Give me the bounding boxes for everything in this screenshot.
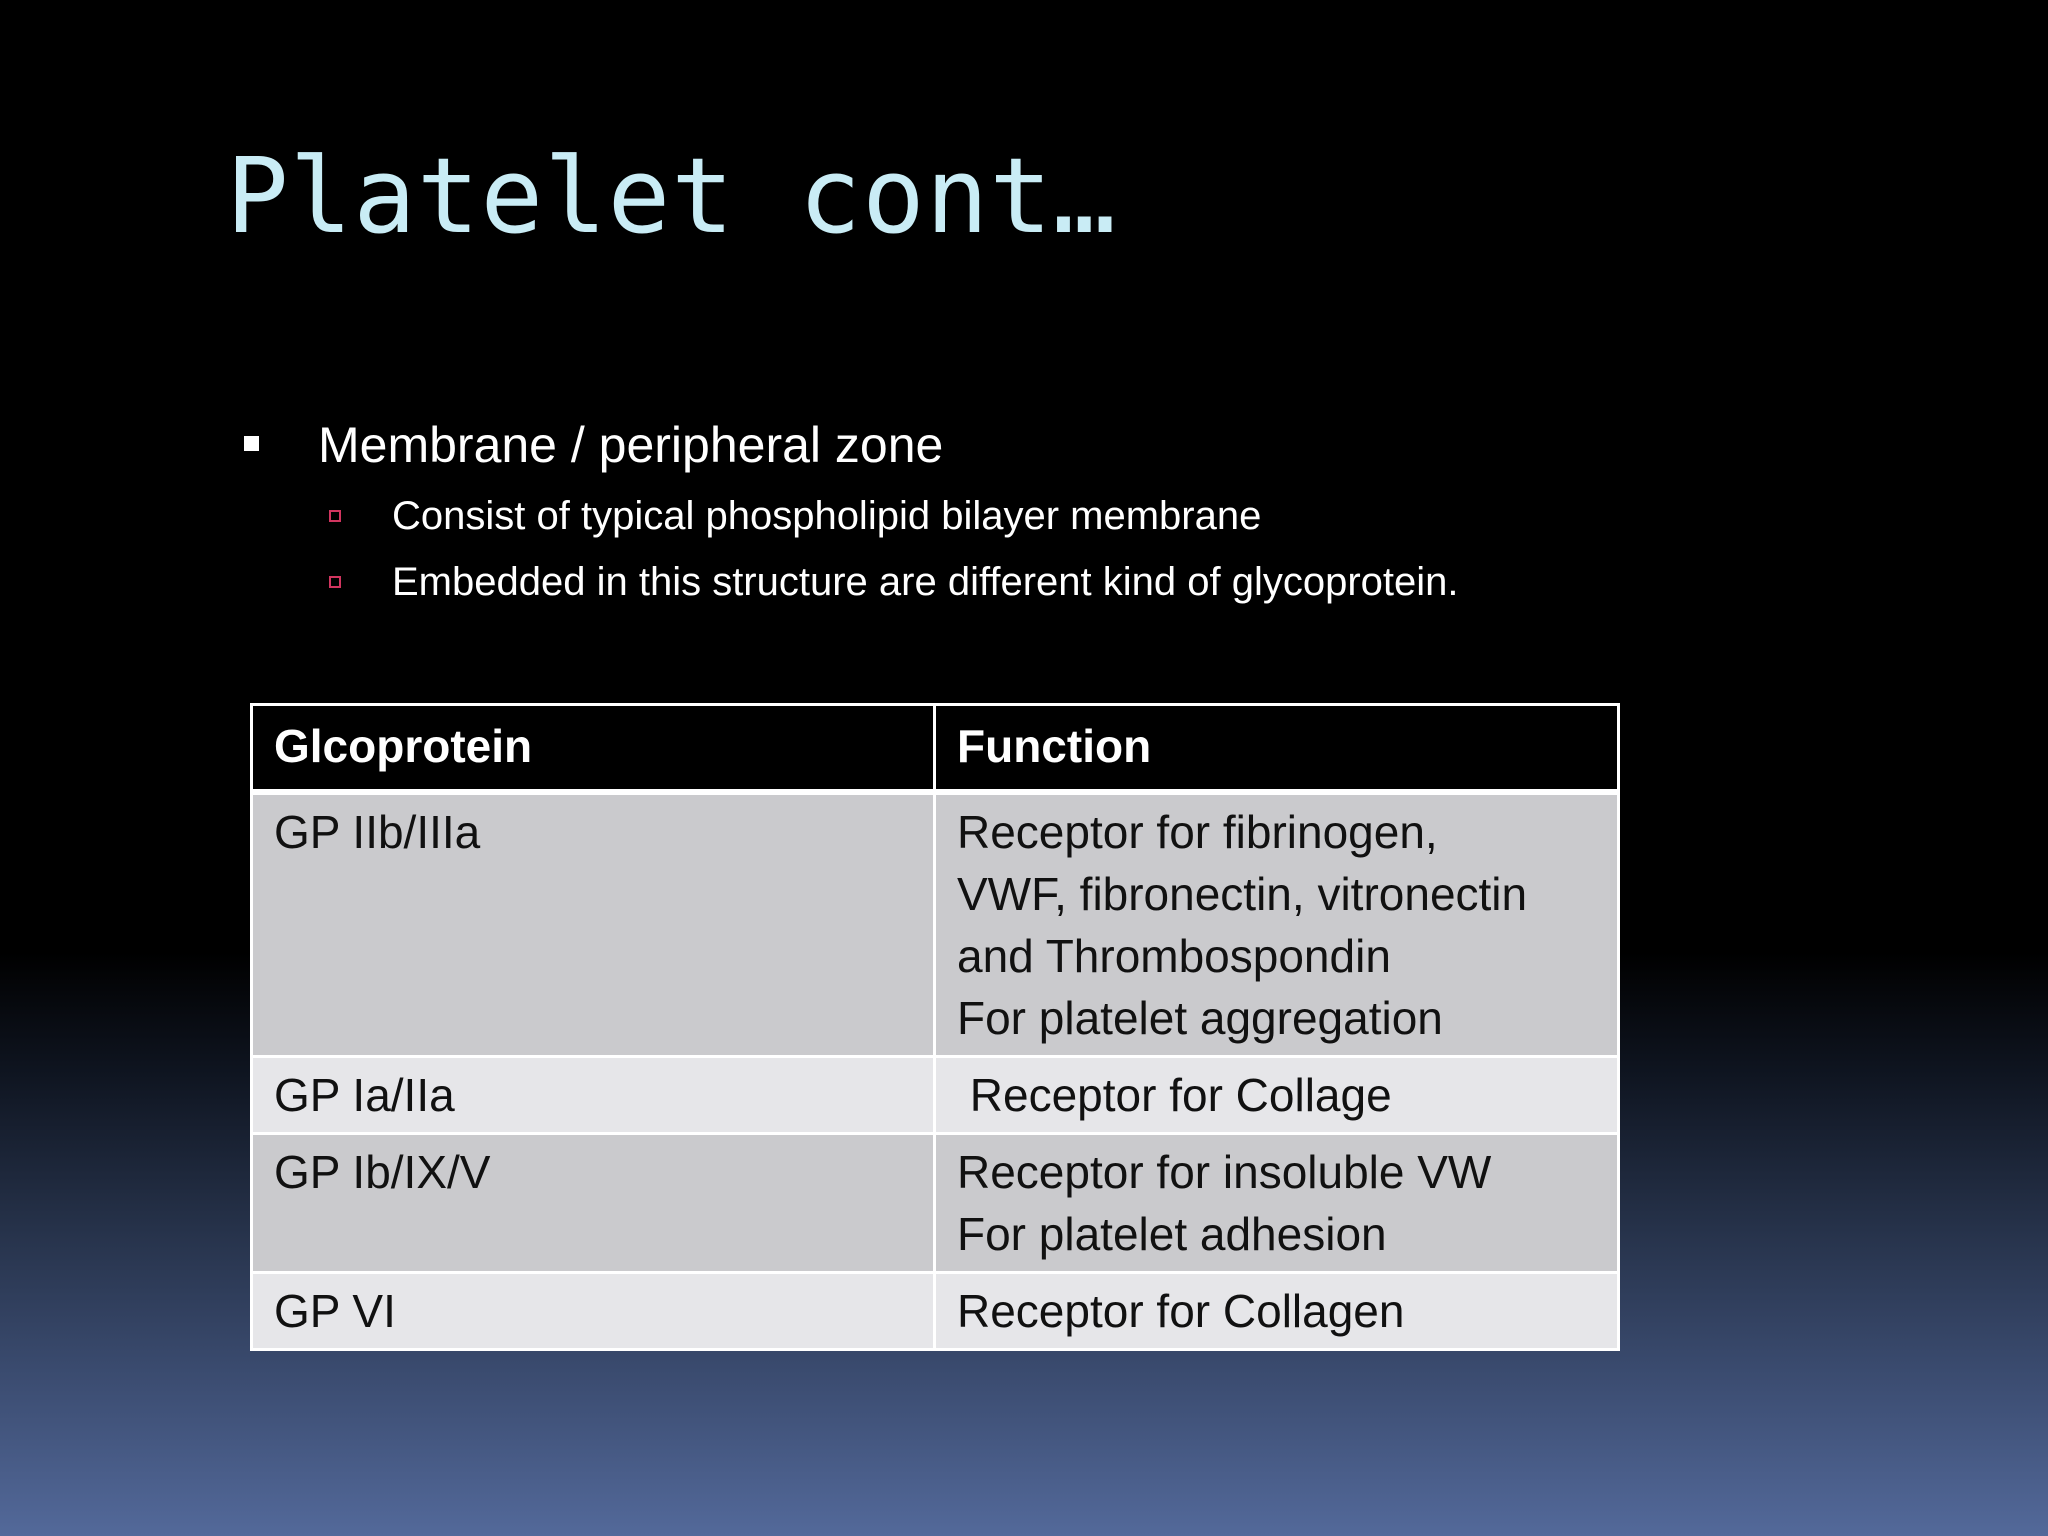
function-line: For platelet adhesion bbox=[957, 1208, 1387, 1260]
square-bullet-icon bbox=[244, 436, 259, 451]
function-line: Receptor for Collagen bbox=[957, 1285, 1405, 1337]
glycoprotein-cell: GP IIb/IIIa bbox=[252, 792, 935, 1057]
table-row bbox=[252, 792, 1619, 1057]
function-line: and Thrombospondin bbox=[957, 930, 1391, 982]
function-line: Receptor for Collage bbox=[957, 1069, 1392, 1121]
sub-bullet-text: Embedded in this structure are different kind of glycoprotein. bbox=[392, 560, 1459, 604]
glycoprotein-cell: GP Ib/IX/V bbox=[252, 1134, 935, 1273]
glycoprotein-cell: GP Ia/IIa bbox=[252, 1057, 935, 1134]
function-cell bbox=[935, 792, 1619, 1057]
function-cell bbox=[935, 1273, 1619, 1350]
function-line: For platelet aggregation bbox=[957, 992, 1443, 1044]
header-function: Function bbox=[935, 705, 1619, 793]
function-line: Receptor for insoluble VW bbox=[957, 1146, 1492, 1198]
table-row bbox=[252, 1134, 1619, 1273]
bullet-item-membrane bbox=[244, 410, 1844, 480]
table-row bbox=[252, 1057, 1619, 1134]
function-line: Receptor for fibrinogen, bbox=[957, 806, 1438, 858]
function-line: VWF, fibronectin, vitronectin bbox=[957, 868, 1528, 920]
glycoprotein-table bbox=[250, 703, 1620, 1351]
hollow-square-bullet-icon bbox=[329, 510, 341, 522]
function-cell bbox=[935, 1057, 1619, 1134]
hollow-square-bullet-icon bbox=[329, 576, 341, 588]
sub-bullet-item-glycoprotein bbox=[244, 552, 1844, 612]
header-glycoprotein: Glcoprotein bbox=[252, 705, 935, 793]
slide-title: Platelet cont… bbox=[226, 135, 1117, 257]
bullet-list bbox=[244, 410, 1844, 612]
bullet-text: Membrane / peripheral zone bbox=[318, 417, 944, 473]
table-header-row bbox=[252, 705, 1619, 793]
sub-bullet-text: Consist of typical phospholipid bilayer membrane bbox=[392, 494, 1262, 538]
table-row bbox=[252, 1273, 1619, 1350]
glycoprotein-cell: GP VI bbox=[252, 1273, 935, 1350]
function-cell bbox=[935, 1134, 1619, 1273]
sub-bullet-item-bilayer bbox=[244, 486, 1844, 546]
